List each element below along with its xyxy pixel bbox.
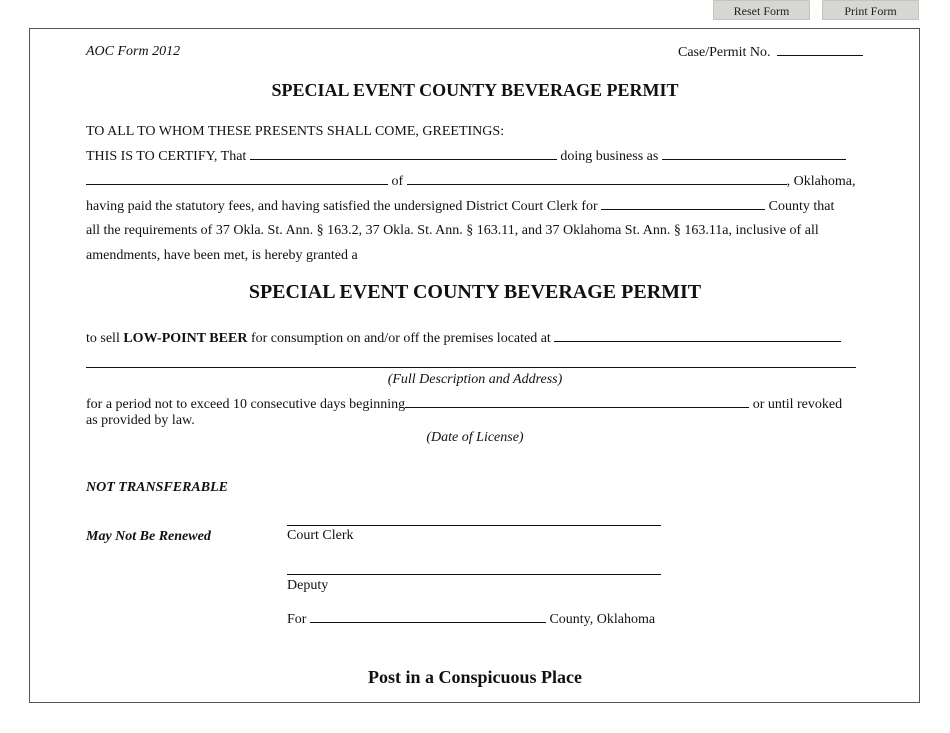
address-line	[86, 173, 856, 190]
period-prefix: for a period not to exceed 10 consecutive days beginning	[86, 397, 406, 412]
case-permit-field[interactable]	[777, 44, 863, 56]
not-renewed-label: May Not Be Renewed	[86, 529, 211, 544]
deputy-label: Deputy	[287, 578, 329, 593]
sell-suffix: for consumption on and/or off the premises located at	[250, 331, 551, 346]
provided-by-law: as provided by law.	[86, 413, 195, 428]
statutory-text: having paid the statutory fees, and having satisfied the undersigned District Court Clerk for	[86, 199, 598, 214]
city-field[interactable]	[407, 173, 787, 185]
form-id: AOC Form 2012	[86, 44, 181, 59]
sell-line	[86, 330, 841, 347]
court-clerk-signature-line[interactable]	[287, 525, 661, 526]
doing-business-as-label: doing business as	[560, 149, 659, 164]
county-that-label: County that	[768, 199, 835, 214]
statutory-line	[86, 198, 834, 215]
county-oklahoma-label: County, Oklahoma	[549, 612, 656, 627]
premises-address-line[interactable]	[86, 367, 856, 368]
oklahoma-suffix: , Oklahoma,	[786, 174, 856, 189]
not-transferable-label: NOT TRANSFERABLE	[86, 480, 228, 495]
of-label: of	[391, 174, 404, 189]
for-label: For	[287, 612, 307, 627]
reset-form-button[interactable]: Reset Form	[713, 0, 810, 20]
full-description-caption: (Full Description and Address)	[387, 372, 563, 387]
form-title: SPECIAL EVENT COUNTY BEVERAGE PERMIT	[271, 80, 679, 100]
permittee-name-field[interactable]	[250, 148, 557, 160]
greeting: TO ALL TO WHOM THESE PRESENTS SHALL COME, GREETINGS:	[86, 124, 505, 139]
premises-field[interactable]	[554, 330, 841, 342]
period-suffix: or until revoked	[752, 397, 843, 412]
case-permit-text: Case/Permit No.	[678, 45, 771, 60]
date-of-license-caption: (Date of License)	[426, 430, 524, 445]
low-point-beer-label: LOW-POINT BEER	[123, 331, 248, 346]
signature-county-field[interactable]	[310, 611, 546, 623]
certify-line	[86, 148, 846, 165]
permit-title: SPECIAL EVENT COUNTY BEVERAGE PERMIT	[248, 281, 702, 303]
post-conspicuous-footer: Post in a Conspicuous Place	[367, 667, 583, 687]
print-form-button[interactable]: Print Form	[822, 0, 919, 20]
for-county-line	[287, 611, 655, 628]
case-permit-label	[678, 44, 863, 61]
requirements-text: all the requirements of 37 Okla. St. Ann. § 163.2, 37 Okla. St. Ann. § 163.11, and 37 Oklahoma St. Ann. § 163.11a, inclusive of all	[86, 223, 819, 238]
certify-prefix: THIS IS TO CERTIFY, That	[86, 149, 247, 164]
court-clerk-label: Court Clerk	[287, 528, 354, 543]
amendments-text: amendments, have been met, is hereby granted a	[86, 248, 358, 263]
street-address-field[interactable]	[86, 173, 388, 185]
deputy-signature-line[interactable]	[287, 574, 661, 575]
sell-prefix: to sell	[86, 331, 120, 346]
business-name-field[interactable]	[662, 148, 846, 160]
period-line	[86, 396, 842, 413]
county-field[interactable]	[601, 198, 765, 210]
date-of-license-field[interactable]	[405, 396, 749, 408]
